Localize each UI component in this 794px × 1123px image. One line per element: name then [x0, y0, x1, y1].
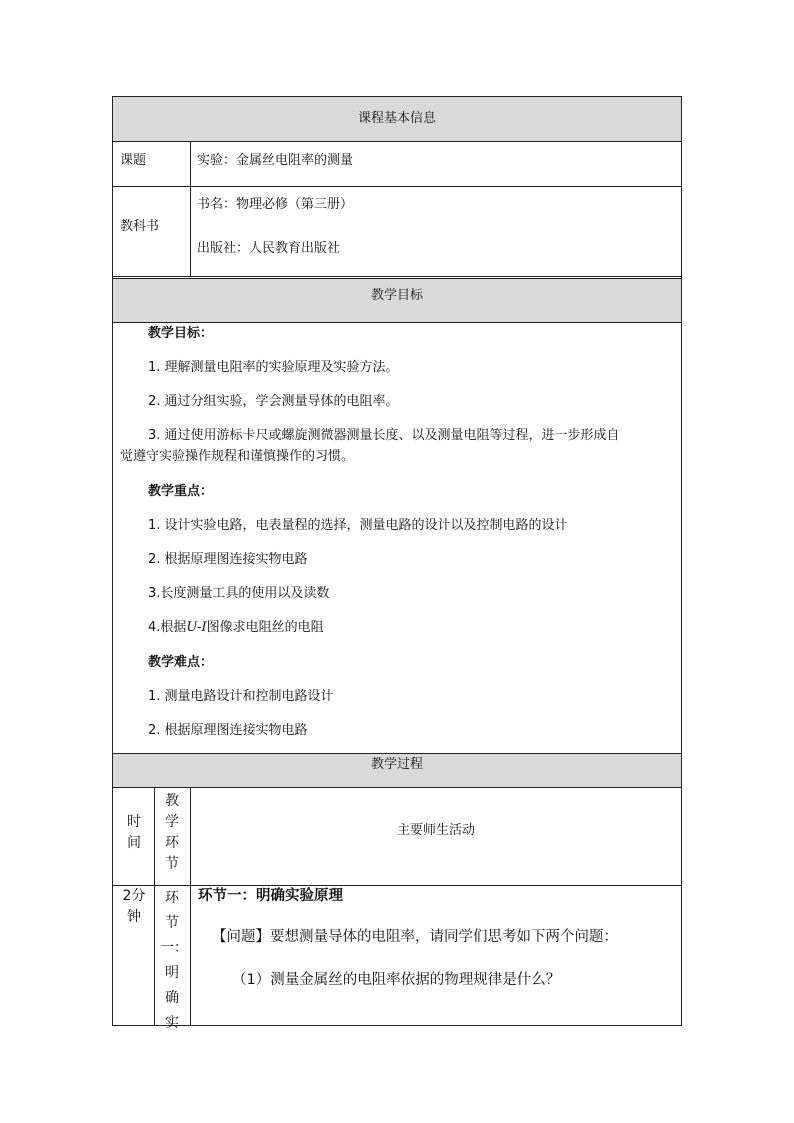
difficult-points-title: 教学难点： — [148, 655, 214, 670]
row-time: 2分钟 — [122, 888, 146, 925]
column-divider — [190, 141, 191, 276]
rule — [113, 787, 681, 788]
basic-info-header: 课程基本信息 — [357, 111, 436, 126]
lesson-plan-table — [112, 96, 682, 1031]
rule — [113, 141, 681, 142]
question-item: （1）测量金属丝的电阻率依据的物理规律是什么？ — [232, 972, 561, 988]
goal-item-continuation: 觉遵守实验操作规程和谨慎操作的习惯。 — [120, 449, 355, 464]
key-point-prefix: 4.根据 — [148, 620, 187, 635]
book-name: 书名：物理必修（第三册） — [197, 197, 354, 212]
goals-title: 教学目标： — [148, 326, 214, 341]
topic-label: 课题 — [120, 153, 147, 168]
publisher: 出版社：人民教育出版社 — [197, 241, 341, 256]
goals-header: 教学目标 — [370, 288, 423, 303]
column-header-activity: 主要师生活动 — [396, 823, 475, 838]
goal-item: 1. 理解测量电阻率的实验原理及实验方法。 — [148, 360, 399, 375]
process-header: 教学过程 — [370, 757, 423, 772]
key-points-title: 教学重点： — [148, 484, 214, 499]
rule — [113, 278, 681, 279]
rule — [113, 753, 681, 754]
stage-title: 环节一：明确实验原理 — [198, 888, 343, 904]
column-header-stage: 教学环节 — [165, 793, 179, 872]
key-point-item: 1. 设计实验电路，电表量程的选择，测量电路的设计以及控制电路的设计 — [148, 518, 568, 533]
key-point-suffix: 图像求电阻丝的电阻 — [206, 620, 324, 635]
key-point-item: 2. 根据原理图连接实物电路 — [148, 552, 308, 567]
goal-item: 3. 通过使用游标卡尺或螺旋测微器测量长度、以及测量电阻等过程，进一步形成自 — [148, 428, 620, 443]
column-divider — [154, 787, 155, 1026]
ui-variable: U-I — [186, 620, 207, 635]
rule — [113, 186, 681, 187]
goal-item: 2. 通过分组实验，学会测量导体的电阻率。 — [148, 394, 399, 409]
difficult-point-item: 2. 根据原理图连接实物电路 — [148, 723, 308, 738]
key-point-item — [148, 619, 324, 637]
row-stage: 环节一：明确实 — [160, 890, 188, 1031]
topic-value: 实验：金属丝电阻率的测量 — [197, 153, 354, 168]
textbook-label: 教科书 — [120, 219, 160, 234]
rule — [113, 276, 681, 277]
column-header-time: 时间 — [127, 814, 141, 851]
question-text: 【问题】要想测量导体的电阻率，请同学们思考如下两个问题： — [212, 929, 618, 945]
rule — [113, 322, 681, 323]
difficult-point-item: 1. 测量电路设计和控制电路设计 — [148, 689, 334, 704]
key-point-item: 3.长度测量工具的使用以及读数 — [148, 586, 330, 601]
